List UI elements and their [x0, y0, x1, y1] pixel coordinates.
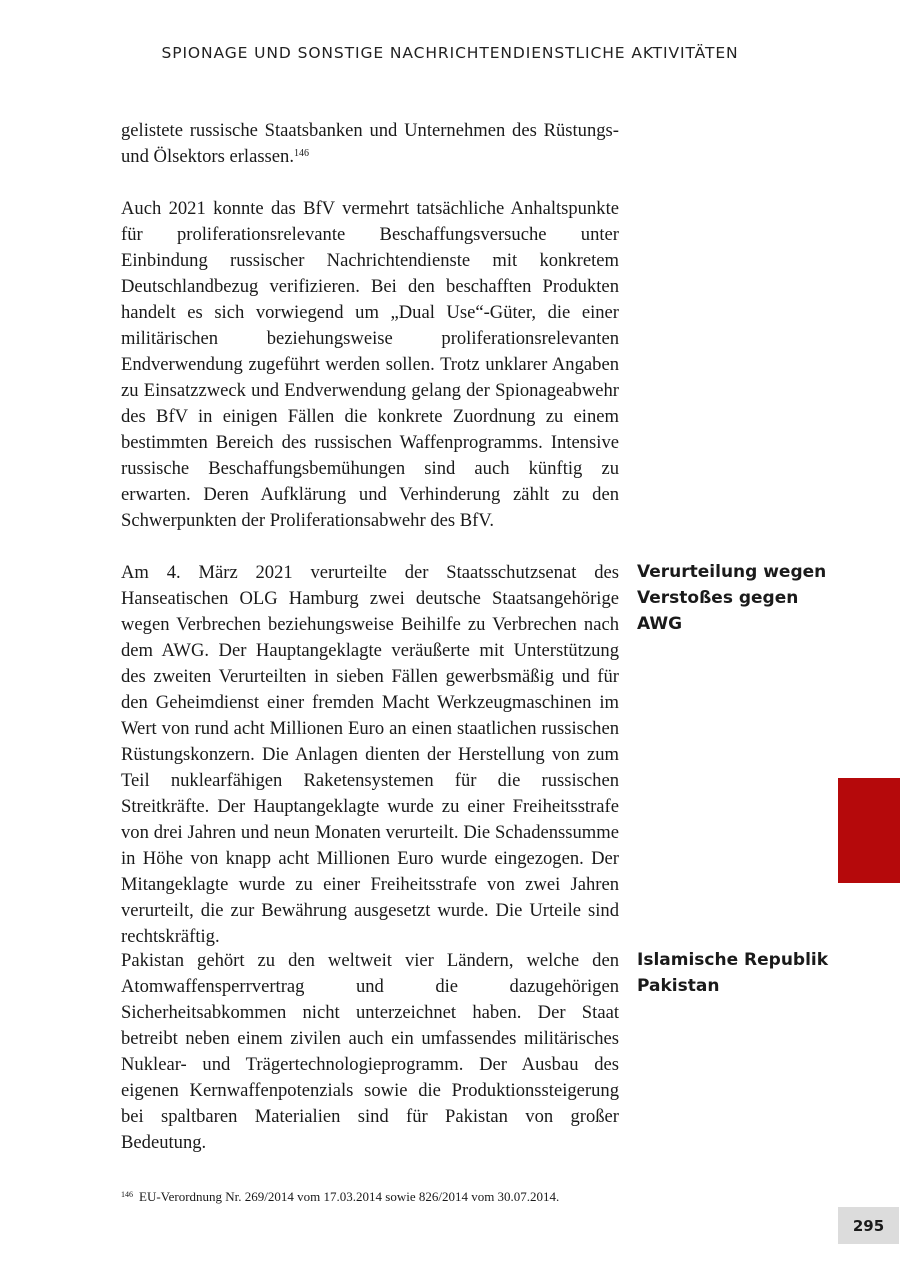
paragraph-text: gelistete russische Staatsbanken und Unternehmen des Rüstungs- und Ölsektors erlassen. — [121, 120, 619, 167]
footnote-number: 146 — [121, 1190, 133, 1199]
margin-heading-pakistan: Islamische Republik Pakistan — [637, 950, 829, 996]
footnote — [121, 1188, 741, 1206]
page-number-box — [838, 1207, 899, 1244]
body-paragraph-continued — [121, 118, 619, 170]
body-paragraph-awg-conviction: Am 4. März 2021 verurteilte der Staatsschutzsenat des Hanseatischen OLG Hamburg zwei deutsche Staatsangehörige wegen Verbrechen beziehungsweise Beihilfe zu Verbrechen nach dem AWG. Der Hauptangeklagte veräußerte mit Unterstützung des zweiten Verurteilten in sieben Fällen gewerbsmäßig und für den Geheimdienst einer fremden Macht Werkzeugmaschinen im Wert von rund acht Millionen Euro an einen staatlichen russischen Rüstungskonzern. Die Anlagen dienten der Herstellung von zum Teil nuklearfähigen Raketensystemen für die russischen Streitkräfte. Der Hauptangeklagte wurde zu einer Freiheitsstrafe von drei Jahren und neun Monaten verurteilt. Die Schadenssumme in Höhe von knapp acht Millionen Euro wurde eingezogen. Der Mitangeklagte wurde zu einer Freiheitsstrafe von zwei Jahren verurteilt, die zur Bewährung ausgesetzt wurde. Die Urteile sind rechtskräftig. — [121, 562, 619, 947]
footnote-text: EU-Verordnung Nr. 269/2014 vom 17.03.2014 sowie 826/2014 vom 30.07.2014. — [139, 1189, 560, 1204]
margin-heading-awg: Verurteilung wegen Verstoßes gegen AWG — [637, 562, 827, 634]
running-header: SPIONAGE UND SONSTIGE NACHRICHTENDIENSTLICHE AKTIVITÄTEN — [161, 44, 739, 62]
page-number: 295 — [852, 1216, 885, 1235]
chapter-tab-marker — [838, 778, 900, 883]
body-paragraph-pakistan: Pakistan gehört zu den weltweit vier Ländern, welche den Atomwaffensperrvertrag und die dazugehörigen Sicherheitsabkommen nicht unterzeichnet haben. Der Staat betreibt neben einem zivilen auch ein umfassendes militärisches Nuklear- und Trägertechnologieprogramm. Der Ausbau des eigenen Kernwaffenpotenzials sowie die Produktionssteigerung bei spaltbaren Materialien sind für Pakistan von großer Bedeutung. — [121, 950, 619, 1153]
footnote-reference[interactable]: 146 — [294, 148, 309, 159]
body-paragraph-russian-procurement: Auch 2021 konnte das BfV vermehrt tatsächliche Anhaltspunkte für proliferationsrelevante Beschaffungsversuche unter Einbindung russischer Nachrichtendienste mit konkretem Deutschlandbezug verifizieren. Bei den beschafften Produkten handelt es sich vorwiegend um „Dual Use“-Güter, die einer militärischen beziehungsweise proliferationsrelevanten Endverwendung zugeführt werden sollen. Trotz unklarer Angaben zu Einsatzzweck und Endverwendung gelang der Spionageabwehr des BfV in einigen Fällen die konkrete Zuordnung zu einem bestimmten Bereich des russischen Waffenprogramms. Intensive russische Beschaffungsbemühungen sind auch künftig zu erwarten. Deren Aufklärung und Verhinderung zählt zu den Schwerpunkten der Proliferationsabwehr des BfV. — [121, 198, 619, 531]
